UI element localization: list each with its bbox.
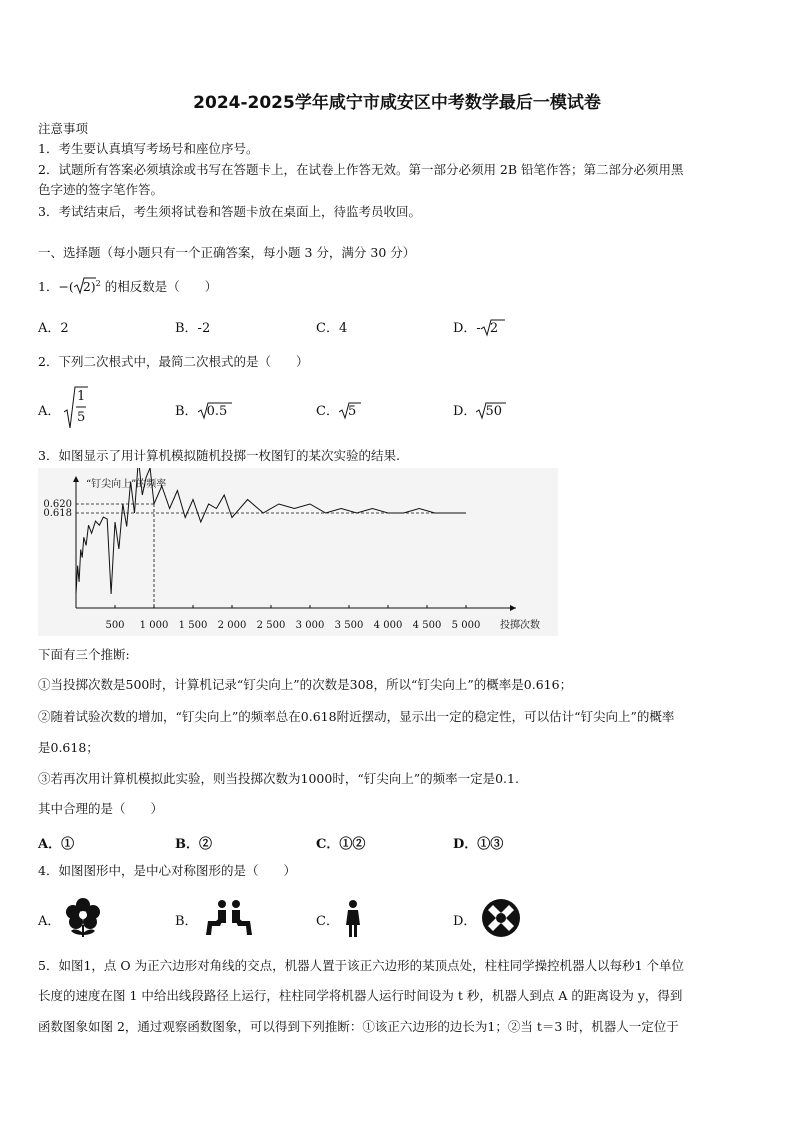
y-axis-label: “钉尖向上”的频率	[86, 479, 167, 490]
q2-option-d: D． 50	[453, 400, 502, 419]
x-tick-label: 2 000	[217, 620, 247, 631]
q3-statement-3: ③若再次用计算机模拟此实验，则当投掷次数为1000时，“钉尖向上”的频率一定是0.1.	[38, 771, 519, 786]
question-1	[38, 276, 217, 295]
q4-option-c: C．	[316, 914, 339, 929]
x-tick-label: 3 000	[295, 620, 325, 631]
notice-heading: 注意事项	[38, 121, 89, 136]
frequency-chart	[38, 468, 558, 636]
notice-item-2-cont: 色字迹的签字笔作答。	[38, 182, 164, 197]
q3-option-a: A．①	[38, 837, 75, 852]
x-tick-label: 5 000	[451, 620, 481, 631]
x-tick-label: 4 500	[412, 620, 442, 631]
q1-option-b: B．-2	[175, 321, 211, 336]
q2-option-a: A．	[38, 404, 61, 419]
q2-option-c: C． 5	[316, 400, 356, 419]
q1-stem-suffix: 的相反数是（ ）	[104, 279, 218, 295]
q3-lead: 下面有三个推断:	[38, 647, 130, 662]
page-title: 2024-2025学年咸宁市咸安区中考数学最后一模试卷	[193, 93, 601, 113]
q3-statement-2-cont: 是0.618；	[38, 740, 99, 755]
q3-statement-2: ②随着试验次数的增加，“钉尖向上”的频率总在0.618附近摆动，显示出一定的稳定性，可以估计“钉尖向上”的概率	[38, 709, 675, 724]
section-heading: 一、选择题（每小题只有一个正确答案，每小题 3 分，满分 30 分）	[38, 245, 416, 260]
flower-icon	[65, 897, 101, 939]
notice-item-2: 2．试题所有答案必须填涂或书写在答题卡上，在试卷上作答无效。第一部分必须用 2B 铅笔作答；第二部分必须用黑	[38, 162, 684, 177]
question-5-line-1: 5．如图1，点 O 为正六边形对角线的交点，机器人置于该正六边形的某顶点处，柱柱同学操控机器人以每秒1 个单位	[38, 958, 685, 973]
question-2: 2．下列二次根式中，最简二次根式的是（ ）	[38, 354, 309, 369]
x-tick-label: 500	[105, 620, 125, 631]
y-tick-label: 0.620	[43, 499, 72, 510]
x-tick-label: 1 000	[139, 620, 169, 631]
x-tick-label: 2 500	[256, 620, 286, 631]
q1-option-a: A．2	[38, 321, 69, 336]
x-tick-label: 1 500	[178, 620, 208, 631]
question-5-line-2: 长度的速度在图 1 中给出线段路径上运行，柱柱同学将机器人运行时间设为 t 秒，机器人到点 A 的距离设为 y，得到	[38, 988, 683, 1003]
question-3: 3．如图显示了用计算机模拟随机投掷一枚图钉的某次实验的结果.	[38, 448, 400, 463]
x-tick-label: 3 500	[334, 620, 364, 631]
two-people-sitting-icon	[204, 899, 254, 937]
q4-option-b: B．	[175, 914, 198, 929]
q2-option-b: B． 0.5	[175, 400, 227, 419]
notice-item-1: 1．考生要认真填写考场号和座位序号。	[38, 141, 259, 156]
q2-option-a-fraction: 1 5	[64, 386, 88, 430]
q3-option-c: C．①②	[316, 837, 366, 852]
q3-option-b: B．②	[175, 837, 212, 852]
q3-question: 其中合理的是（ ）	[38, 801, 164, 816]
q3-statement-1: ①当投掷次数是500时，计算机记录“钉尖向上”的次数是308，所以“钉尖向上”的概率是0.616；	[38, 677, 573, 692]
x-axis-label: 投掷次数	[500, 620, 540, 631]
y-tick-label: 0.618	[43, 508, 72, 519]
x-tick-label: 4 000	[373, 620, 403, 631]
q1-option-c: C．4	[316, 321, 348, 336]
question-4: 4．如图图形中，是中心对称图形的是（ ）	[38, 863, 296, 878]
woman-figure-icon	[343, 899, 363, 939]
question-number: 1．	[38, 279, 59, 295]
q4-option-d: D．	[453, 914, 477, 929]
q3-option-d: D．①③	[453, 837, 504, 852]
notice-item-3: 3．考试结束后，考生须将试卷和答题卡放在桌面上，待监考员收回。	[38, 204, 421, 219]
q1-expression: −( 2)$^2$	[58, 279, 101, 295]
q1-option-d: D．- 2	[453, 317, 498, 336]
question-5-line-3: 函数图象如图 2，通过观察函数图象，可以得到下列推断：①该正六边形的边长为1；②当 t＝3 时，机器人一定位于	[38, 1019, 679, 1034]
circle-cross-icon	[480, 897, 522, 939]
sqrt-2: 2	[74, 277, 91, 295]
q4-option-a: A．	[38, 914, 61, 929]
